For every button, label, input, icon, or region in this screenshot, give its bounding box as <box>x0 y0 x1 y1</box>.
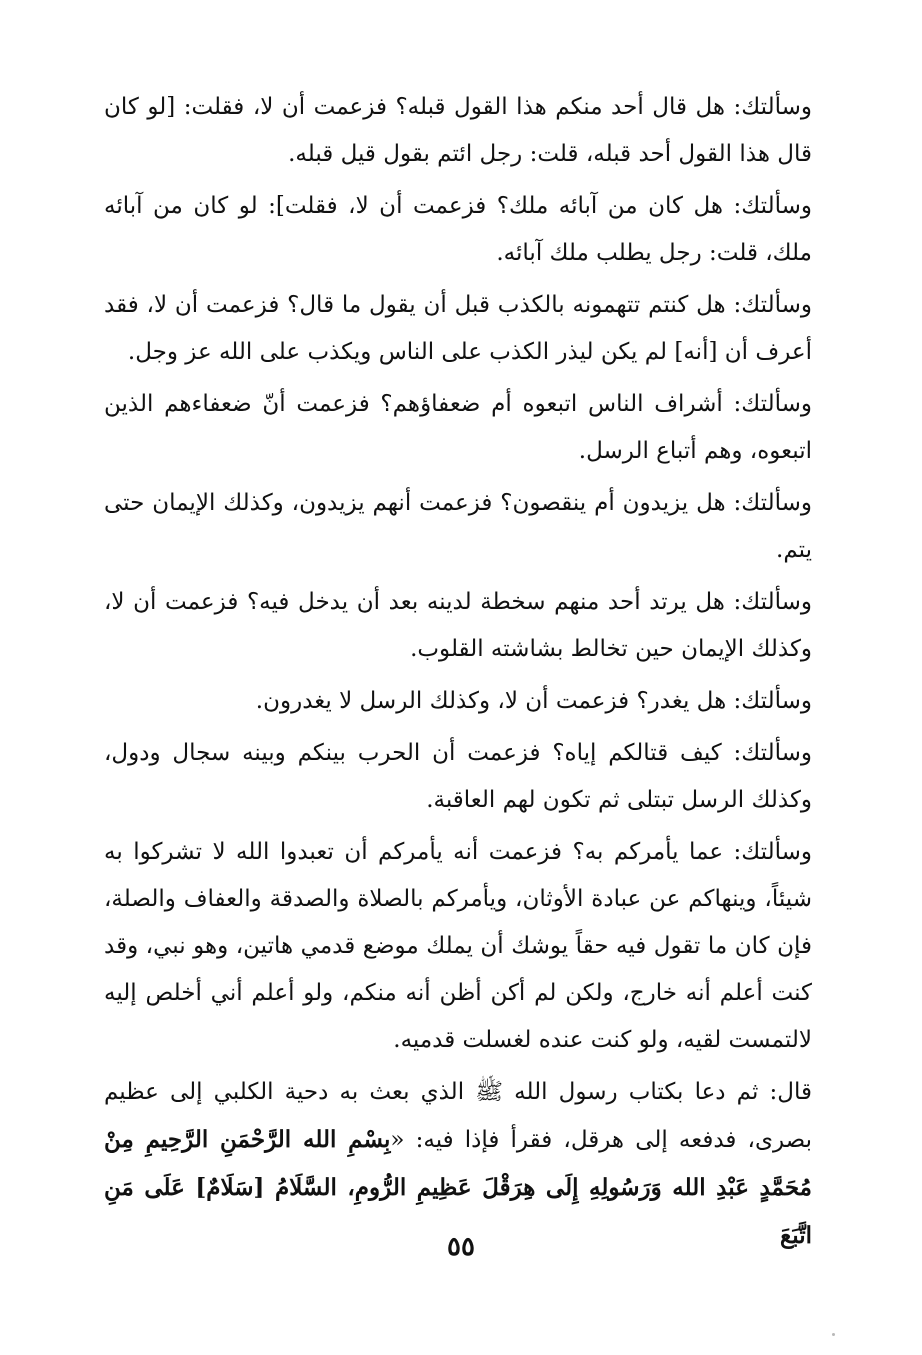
paragraph-2: وسألتك: هل كان من آبائه ملك؟ فزعمت أن لا، فقلت]: لو كان من آبائه ملك، قلت: رجل يطلب ملك آبائه. <box>104 193 812 266</box>
paragraph-5: وسألتك: هل يزيدون أم ينقصون؟ فزعمت أنهم يزيدون، وكذلك الإيمان حتى يتم. <box>104 490 812 563</box>
paragraph-4: وسألتك: أشراف الناس اتبعوه أم ضعفاؤهم؟ فزعمت أنّ ضعفاءهم الذين اتبعوه، وهم أتباع الرسل. <box>104 391 812 464</box>
page-number: ٥٥ <box>447 1232 475 1262</box>
paragraph-6: وسألتك: هل يرتد أحد منهم سخطة لدينه بعد أن يدخل فيه؟ فزعمت أن لا، وكذلك الإيمان حين تخالط بشاشته القلوب. <box>104 589 812 662</box>
letter-quote: بِسْمِ الله الرَّحْمَنِ الرَّحِيمِ مِنْ مُحَمَّدٍ عَبْدِ الله وَرَسُولِهِ إِلَى هِرَقْلَ عَظِيمِ الرُّومِ، السَّلَامُ [سَلَامٌ] عَلَى مَنِ اتَّبَعَ <box>104 1126 812 1249</box>
paragraph-10-intro: قال: ثم دعا بكتاب رسول الله ﷺ الذي بعث به دحية الكلبي إلى عظيم بصرى، فدفعه إلى هرقل، فقرأ فإذا فيه: « <box>104 1079 812 1153</box>
scan-speck <box>832 1333 835 1336</box>
paragraph-9: وسألتك: عما يأمركم به؟ فزعمت أنه يأمركم أن تعبدوا الله لا تشركوا به شيئاً، وينهاكم عن عبادة الأوثان، ويأمركم بالصلاة والصدقة والعفاف والصلة، فإن كان ما تقول فيه حقاً يوشك أن يملك موضع قدمي هاتين، وهو نبي، وقد كنت أعلم أنه خارج، ولكن لم أكن أظن أنه منكم، ولو أعلم أني أخلص إليه لالتمست لقيه، ولو كنت عنده لغسلت قدميه. <box>104 839 812 1053</box>
paragraph-7: وسألتك: هل يغدر؟ فزعمت أن لا، وكذلك الرسل لا يغدرون. <box>255 688 812 714</box>
document-page <box>104 84 812 1265</box>
paragraph-3: وسألتك: هل كنتم تتهمونه بالكذب قبل أن يقول ما قال؟ فزعمت أن لا، فقد أعرف أن [أنه] لم يكن ليذر الكذب على الناس ويكذب على الله عز وجل. <box>104 292 812 365</box>
paragraph-1: وسألتك: هل قال أحد منكم هذا القول قبله؟ فزعمت أن لا، فقلت: [لو كان قال هذا القول أحد قبله، قلت: رجل ائتم بقول قيل قبله. <box>104 94 812 167</box>
paragraph-8: وسألتك: كيف قتالكم إياه؟ فزعمت أن الحرب بينكم وبينه سجال ودول، وكذلك الرسل تبتلى ثم تكون لهم العاقبة. <box>104 740 812 813</box>
